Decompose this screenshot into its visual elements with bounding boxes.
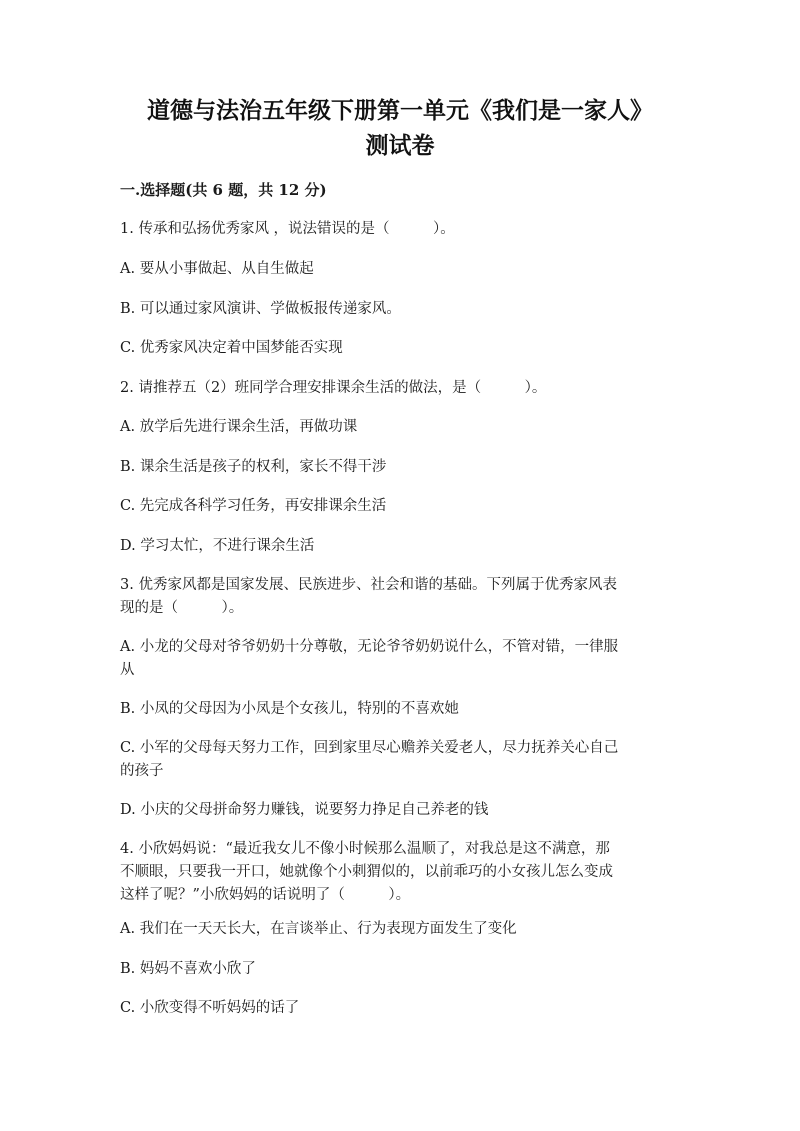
- question-4-option-b: B. 妈妈不喜欢小欣了: [120, 961, 256, 977]
- question-4-stem-continued-1: 不顺眼，只要我一开口，她就像个小刺猬似的，以前乖巧的小女孩儿怎么变成: [120, 864, 613, 880]
- question-1-stem: 1. 传承和弘扬优秀家风 ，说法错误的是（ ）。: [120, 221, 455, 237]
- question-4-stem-continued-2: 这样了呢？”小欣妈妈的话说明了（ ）。: [120, 887, 411, 903]
- question-1-option-c: C. 优秀家风决定着中国梦能否实现: [120, 340, 343, 356]
- question-3-option-a: A. 小龙的父母对爷爷奶奶十分尊敬，无论爷爷奶奶说什么，不管对错，一律服: [120, 639, 619, 655]
- question-1-option-a: A. 要从小事做起、从自生做起: [120, 261, 314, 277]
- question-3-option-d: D. 小庆的父母拼命努力赚钱，说要努力挣足自己养老的钱: [120, 802, 489, 818]
- question-3-option-b: B. 小凤的父母因为小凤是个女孩儿，特别的不喜欢她: [120, 701, 459, 717]
- exam-title: 道德与法治五年级下册第一单元《我们是一家人》: [147, 97, 653, 124]
- question-4-option-c: C. 小欣变得不听妈妈的话了: [120, 1000, 300, 1016]
- section-heading: 一.选择题(共 6 题，共 12 分): [120, 181, 327, 199]
- question-3-stem: 3. 优秀家风都是国家发展、民族进步、社会和谐的基础。下列属于优秀家风表: [120, 577, 617, 593]
- question-1-option-b: B. 可以通过家风演讲、学做板报传递家风。: [120, 301, 401, 317]
- question-3-option-c: C. 小军的父母每天努力工作，回到家里尽心赡养关爱老人，尽力抚养关心自己: [120, 740, 619, 756]
- question-2-option-a: A. 放学后先进行课余生活，再做功课: [120, 419, 358, 435]
- question-2-option-b: B. 课余生活是孩子的权利，家长不得干涉: [120, 459, 387, 475]
- exam-title-continued: 测试卷: [365, 132, 435, 159]
- question-2-stem: 2. 请推荐五（2）班同学合理安排课余生活的做法，是（ ）。: [120, 380, 547, 396]
- question-3-stem-continued: 现的是（ ）。: [120, 600, 244, 616]
- question-2-option-c: C. 先完成各科学习任务，再安排课余生活: [120, 498, 387, 514]
- question-2-option-d: D. 学习太忙，不进行课余生活: [120, 538, 315, 554]
- question-3-option-c-continued: 的孩子: [120, 763, 164, 779]
- question-4-stem: 4. 小欣妈妈说：“最近我女儿不像小时候那么温顺了，对我总是这不满意，那: [120, 841, 610, 857]
- question-3-option-a-continued: 从: [120, 662, 135, 678]
- question-4-option-a: A. 我们在一天天长大，在言谈举止、行为表现方面发生了变化: [120, 921, 517, 937]
